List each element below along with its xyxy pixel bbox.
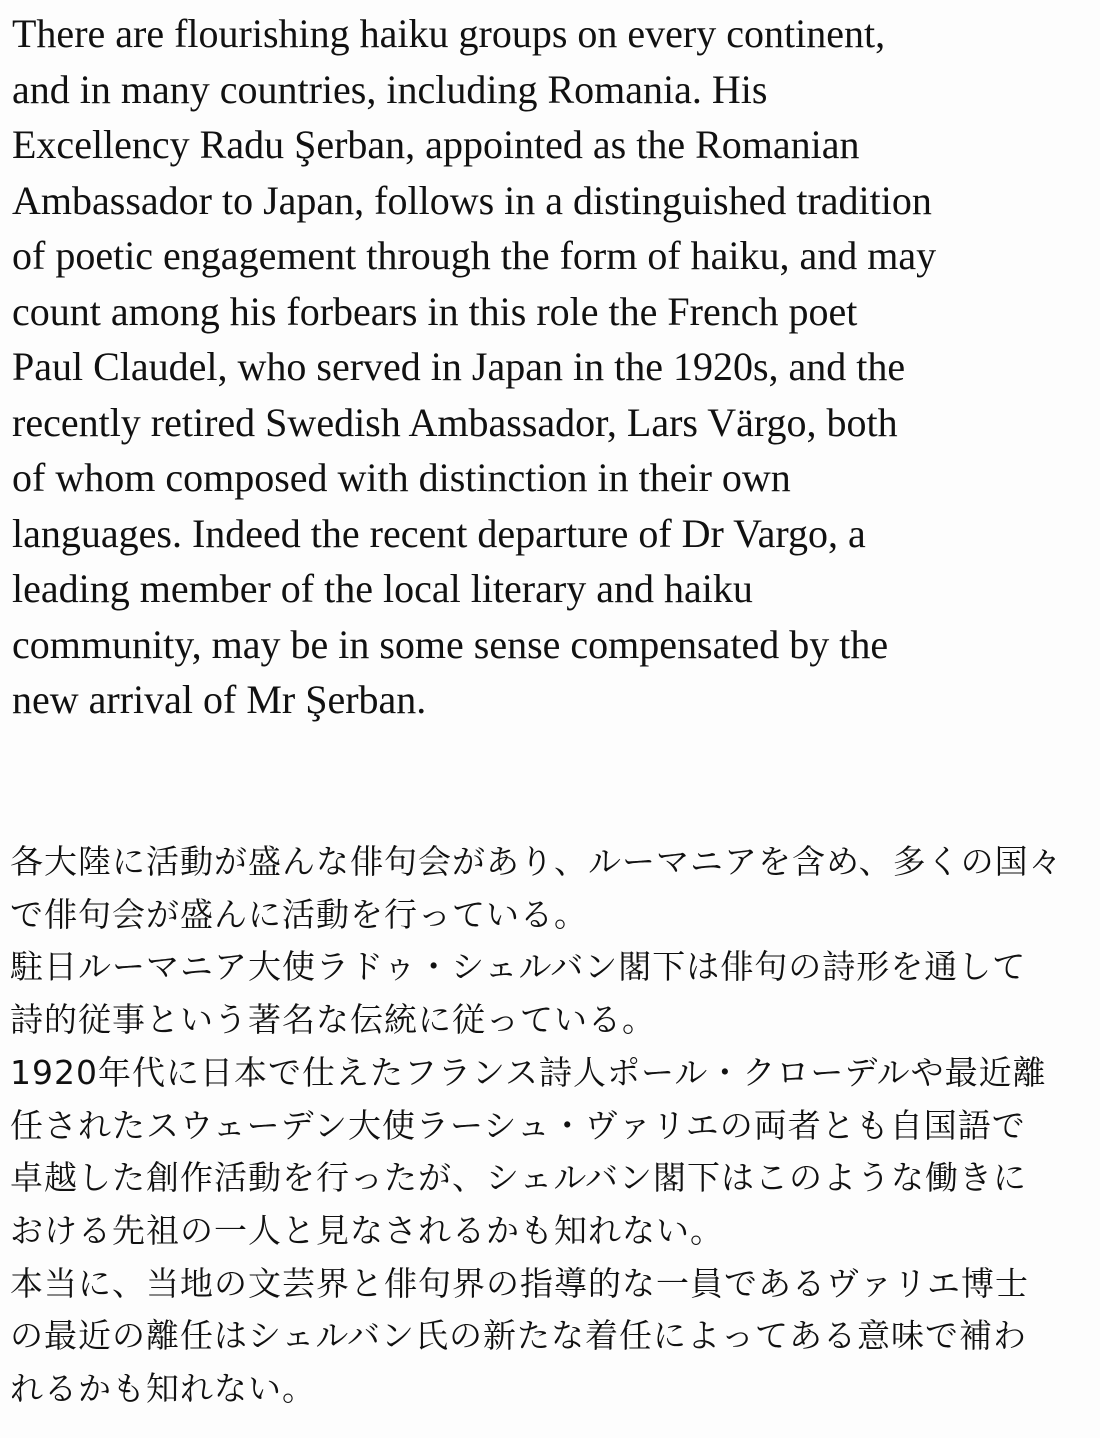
japanese-line: 本当に、当地の文芸界と俳句界の指導的な一員であるヴァリエ博士	[10, 1263, 1030, 1303]
english-line: of poetic engagement through the form of haiku, and may	[12, 233, 937, 278]
english-line: languages. Indeed the recent departure of Dr Vargo, a	[12, 510, 866, 556]
japanese-line: 卓越した創作活動を行ったが、シェルバン閣下はこのような働きに	[10, 1158, 1028, 1198]
english-line: new arrival of Mr Şerban.	[12, 677, 427, 722]
japanese-paragraph	[10, 836, 1095, 1416]
japanese-line: 詩的従事という著名な伝統に従っている。	[10, 1000, 656, 1040]
english-paragraph	[12, 6, 1092, 728]
japanese-line: の最近の離任はシェルバン氏の新たな着任によってある意味で補わ	[10, 1316, 1028, 1356]
japanese-line: 任されたスウェーデン大使ラーシュ・ヴァリエの両者とも自国語で	[10, 1105, 1026, 1145]
japanese-line: 1920年代に日本で仕えたフランス詩人ポール・クローデルや最近離	[10, 1052, 1047, 1092]
english-line: Paul Claudel, who served in Japan in the 1920s, and the	[12, 344, 906, 389]
english-line: Ambassador to Japan, follows in a distinguished tradition	[12, 177, 932, 223]
english-line: and in many countries, including Romania. His	[12, 66, 768, 112]
japanese-line: で俳句会が盛んに活動を行っている。	[10, 894, 588, 934]
japanese-line: れるかも知れない。	[10, 1369, 316, 1409]
english-line: count among his forbears in this role the French poet	[12, 288, 858, 334]
english-line: Excellency Radu Şerban, appointed as the Romanian	[12, 122, 860, 167]
english-line: community, may be in some sense compensated by the	[12, 621, 889, 667]
english-line: There are flourishing haiku groups on every continent,	[12, 11, 886, 56]
english-line: leading member of the local literary and haiku	[12, 566, 753, 611]
japanese-line: 駐日ルーマニア大使ラドゥ・シェルバン閣下は俳句の詩形を通して	[10, 947, 1027, 987]
english-line: recently retired Swedish Ambassador, Lars Värgo, both	[12, 399, 898, 445]
japanese-line: おける先祖の一人と見なされるかも知れない。	[10, 1210, 724, 1250]
japanese-line: 各大陸に活動が盛んな俳句会があり、ルーマニアを含め、多くの国々	[10, 842, 1063, 881]
english-line: of whom composed with distinction in their own	[12, 455, 791, 500]
